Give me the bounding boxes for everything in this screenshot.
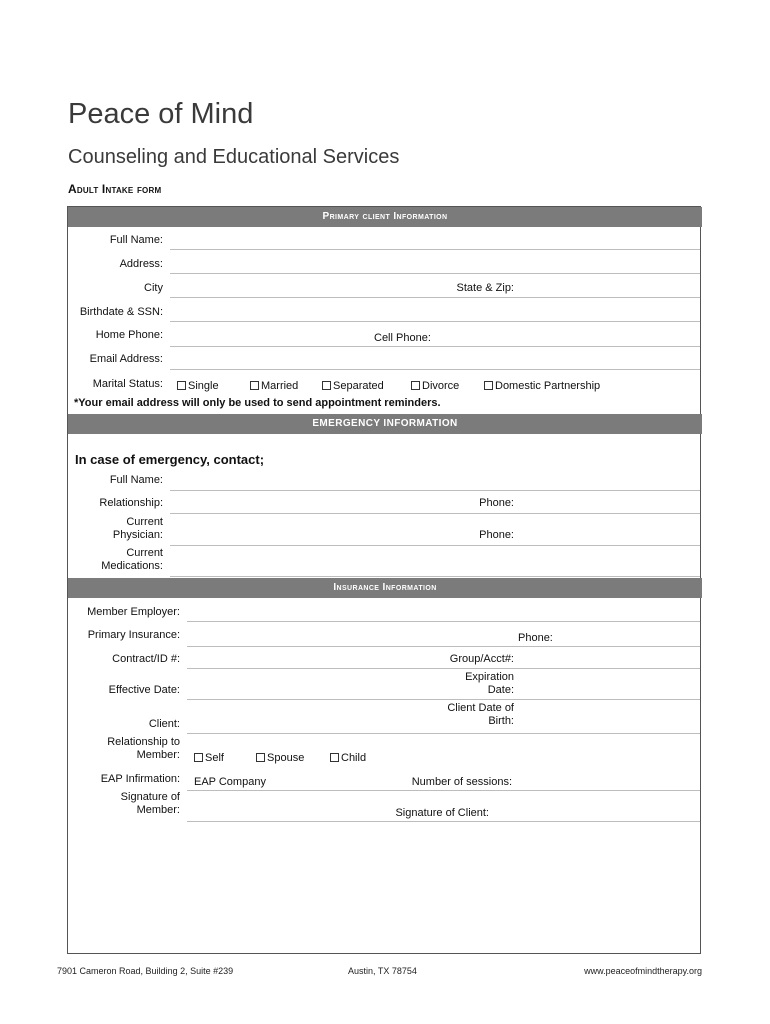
checkbox-square-icon [330, 753, 339, 762]
form-name: Adult Intake form [68, 182, 162, 196]
email-field[interactable] [170, 369, 700, 370]
marital-married-checkbox[interactable]: Married [250, 380, 298, 393]
eap-company-label: EAP Company [194, 776, 266, 788]
home-phone-label: Home Phone: [95, 329, 163, 341]
checkbox-square-icon [322, 381, 331, 390]
section-header-emergency: EMERGENCY INFORMATION [68, 414, 702, 434]
birthdate-ssn-label: Birthdate & SSN: [79, 306, 163, 318]
contract-group-field[interactable] [187, 668, 700, 669]
client-label: Client: [148, 718, 180, 730]
relationship-self-checkbox[interactable]: Self [194, 752, 224, 765]
relationship-spouse-checkbox[interactable]: Spouse [256, 752, 304, 765]
phone-field[interactable] [170, 346, 700, 347]
primary-insurance-label: Primary Insurance: [87, 629, 180, 641]
marital-divorce-checkbox[interactable]: Divorce [411, 380, 459, 393]
full-name-field[interactable] [170, 249, 700, 250]
primary-insurance-field[interactable] [187, 646, 700, 647]
marital-single-checkbox[interactable]: Single [177, 380, 219, 393]
checkbox-square-icon [411, 381, 420, 390]
relationship-to-member-label: Relationship to Member: [107, 736, 180, 761]
checkbox-square-icon [250, 381, 259, 390]
contract-id-label: Contract/ID #: [112, 653, 180, 665]
full-name-label: Full Name: [109, 234, 163, 246]
city-label: City [144, 282, 163, 294]
emergency-full-name-field[interactable] [170, 490, 700, 491]
email-label: Email Address: [89, 353, 163, 365]
address-label: Address: [119, 258, 163, 270]
signature-member-label: Signature of Member: [120, 791, 180, 816]
page-subtitle: Counseling and Educational Services [68, 146, 400, 168]
section-header-insurance: Insurance Information [68, 578, 702, 598]
effective-expiration-field[interactable] [187, 699, 700, 700]
marital-separated-checkbox[interactable]: Separated [322, 380, 384, 393]
checkbox-square-icon [194, 753, 203, 762]
state-zip-label: State & Zip: [456, 282, 514, 294]
relationship-label: Relationship: [99, 497, 163, 509]
cell-phone-label: Cell Phone: [374, 332, 431, 344]
email-note: *Your email address will only be used to send appointment reminders. [74, 397, 441, 409]
relationship-child-checkbox[interactable]: Child [330, 752, 366, 765]
number-of-sessions-label: Number of sessions: [411, 776, 512, 788]
group-acct-label: Group/Acct#: [449, 653, 514, 665]
page-title: Peace of Mind [68, 98, 254, 130]
checkbox-square-icon [256, 753, 265, 762]
footer-city: Austin, TX 78754 [348, 966, 417, 976]
checkbox-square-icon [177, 381, 186, 390]
address-field[interactable] [170, 273, 700, 274]
marital-status-label: Marital Status: [92, 378, 163, 390]
footer-address: 7901 Cameron Road, Building 2, Suite #239 [57, 966, 234, 976]
marital-domestic-partnership-checkbox[interactable]: Domestic Partnership [484, 380, 600, 393]
eap-information-label: EAP Infirmation: [100, 773, 180, 785]
effective-date-label: Effective Date: [108, 684, 180, 696]
emergency-heading: In case of emergency, contact; [75, 452, 265, 467]
medications-field[interactable] [170, 576, 700, 577]
insurance-phone-label: Phone: [518, 632, 553, 644]
expiration-date-label: Expiration Date: [465, 671, 514, 696]
client-dob-label: Client Date of Birth: [447, 702, 514, 727]
emergency-full-name-label: Full Name: [109, 474, 163, 486]
signature-field[interactable] [187, 821, 700, 822]
footer-website[interactable]: www.peaceofmindtherapy.org [584, 966, 702, 976]
physician-field[interactable] [170, 545, 700, 546]
checkbox-square-icon [484, 381, 493, 390]
physician-phone-label: Phone: [479, 529, 514, 541]
member-employer-label: Member Employer: [87, 606, 180, 618]
relationship-phone-field[interactable] [170, 513, 700, 514]
current-physician-label: Current Physician: [112, 516, 163, 541]
current-medications-label: Current Medications: [101, 547, 163, 572]
emergency-phone-label: Phone: [479, 497, 514, 509]
birthdate-ssn-field[interactable] [170, 321, 700, 322]
signature-client-label: Signature of Client: [395, 807, 489, 819]
member-employer-field[interactable] [187, 621, 700, 622]
section-header-primary: Primary client Information [68, 207, 702, 227]
city-state-zip-field[interactable] [170, 297, 700, 298]
client-dob-field[interactable] [187, 733, 700, 734]
eap-field[interactable] [187, 790, 700, 791]
